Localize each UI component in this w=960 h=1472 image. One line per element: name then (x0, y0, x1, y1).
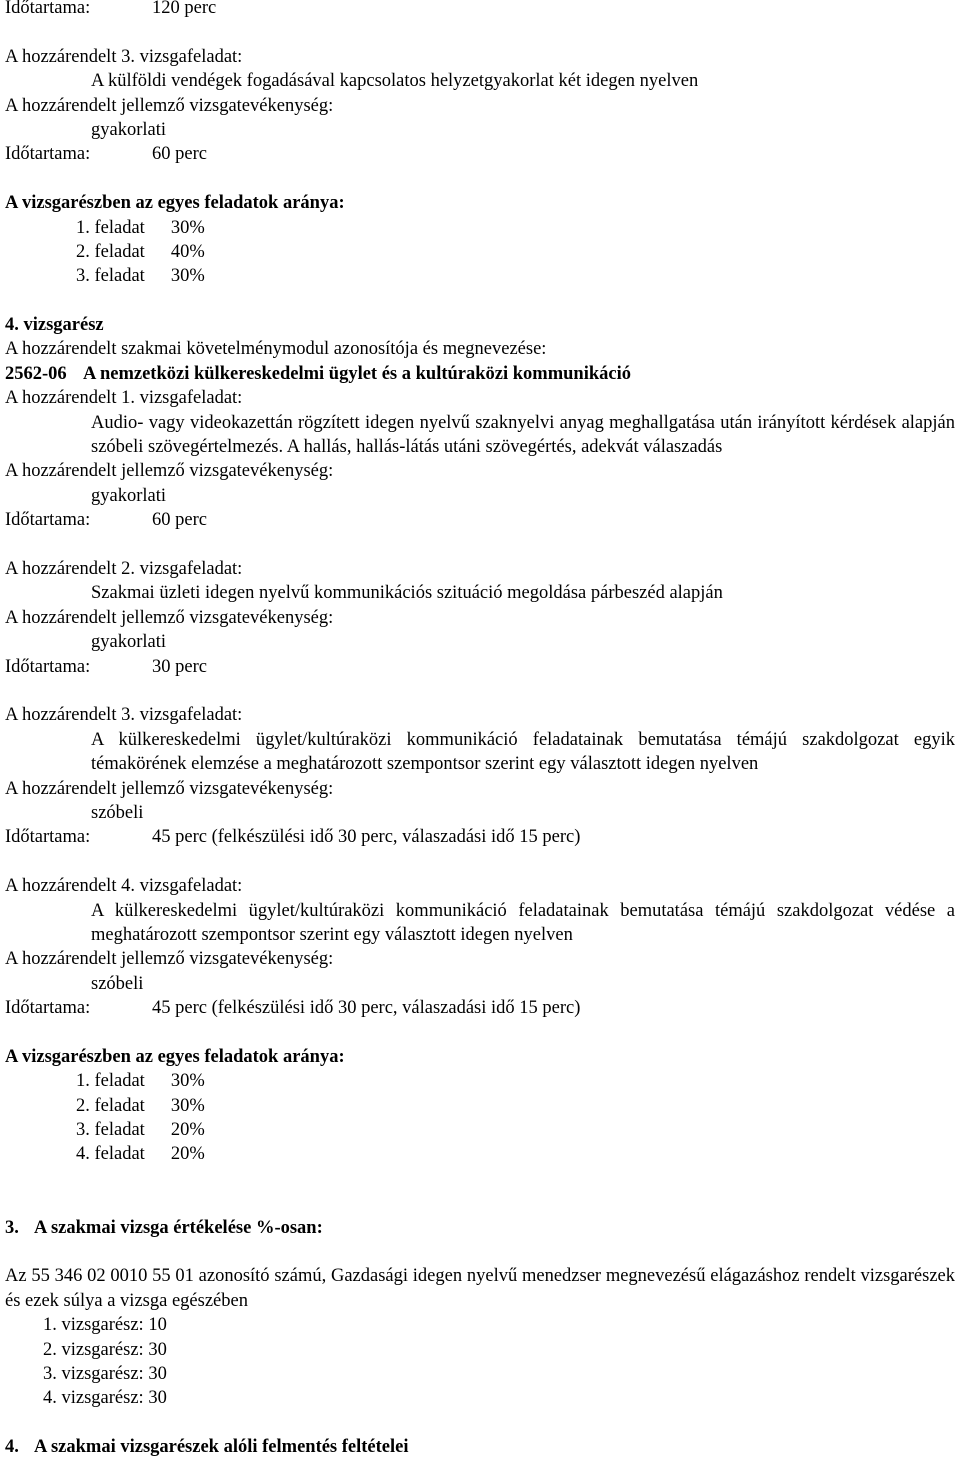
duration-label: Időtartama: (5, 998, 91, 1019)
duration-row (5, 655, 955, 679)
section-heading (5, 1435, 955, 1459)
weight-item: 1. vizsgarész: 10 (43, 1315, 167, 1336)
task-description: Szakmai üzleti idegen nyelvű kommunikációs szituáció megoldása párbeszéd alapján (91, 583, 723, 604)
task-description: A külkereskedelmi ügylet/kultúraközi kommunikáció feladatainak bemutatása témájú szakdolgozat védése a meghatározott szempontsor szerint egy választott idegen nyelven (91, 900, 955, 945)
weight-item: 3. vizsgarész: 30 (43, 1364, 167, 1384)
document-page (5, 0, 955, 1460)
task-description: A külkereskedelmi ügylet/kultúraközi kommunikáció feladatainak bemutatása témájú szakdolgozat egyik témakörének elemzése a meghatározott szempontsor szerint egy választott idegen nyelven (91, 729, 955, 775)
task-label: A hozzárendelt 3. vizsgafeladat: (5, 705, 243, 726)
duration-row (5, 508, 955, 532)
task-label: A hozzárendelt 2. vizsgafeladat: (5, 559, 243, 580)
duration-row (5, 825, 955, 849)
duration-row (5, 996, 955, 1020)
ratio-item: 1. feladat 30% (76, 1071, 205, 1092)
ratio-item: 3. feladat 30% (76, 266, 205, 287)
duration-label: Időtartama: (5, 510, 91, 531)
ratio-item: 1. feladat 30% (76, 217, 205, 238)
duration-label: Időtartama: (5, 144, 91, 165)
activity-value: szóbeli (91, 802, 144, 823)
weight-item: 2. vizsgarész: 30 (43, 1339, 167, 1360)
section-title: A szakmai vizsga értékelése %-osan: (34, 1217, 323, 1238)
duration-row (5, 0, 955, 20)
task-label: A hozzárendelt 4. vizsgafeladat: (5, 876, 243, 897)
ratio-item: 2. feladat 30% (76, 1095, 205, 1116)
activity-label: A hozzárendelt jellemző vizsgatevékenység: (5, 778, 334, 799)
task-label: A hozzárendelt 3. vizsgafeladat: (5, 46, 243, 67)
activity-value: szóbeli (91, 973, 144, 994)
duration-value: 60 perc (152, 144, 207, 165)
section-heading (5, 1216, 955, 1240)
activity-value: gyakorlati (91, 485, 167, 506)
task-description: Audio- vagy videokazettán rögzített idegen nyelvű szaknyelvi anyag meghallgatása után irányított kérdések alapján szóbeli szövegértelmezés. A hallás, hallás-látás utáni szövegértés, adekvát válaszadás (91, 412, 955, 458)
activity-label: A hozzárendelt jellemző vizsgatevékenység: (5, 461, 334, 482)
ratio-heading: A vizsgarészben az egyes feladatok aránya: (5, 193, 345, 214)
duration-value: 45 perc (felkészülési idő 30 perc, válaszadási idő 15 perc) (152, 998, 581, 1019)
module-title (5, 362, 955, 386)
duration-row (5, 142, 955, 166)
duration-value: 45 perc (felkészülési idő 30 perc, válaszadási idő 15 perc) (152, 827, 581, 848)
ratio-item: 4. feladat 20% (76, 1144, 205, 1165)
section-number: 3. (5, 1217, 19, 1238)
weight-item: 4. vizsgarész: 30 (43, 1388, 167, 1409)
module-name: A nemzetközi külkereskedelmi ügylet és a kultúraközi kommunikáció (83, 363, 631, 384)
activity-value: gyakorlati (91, 632, 167, 653)
section-number: 4. (5, 1437, 19, 1458)
duration-value: 60 perc (152, 510, 207, 531)
part-heading: 4. vizsgarész (5, 315, 104, 336)
module-code: 2562-06 (5, 363, 67, 384)
duration-value: 30 perc (152, 656, 207, 677)
ratio-item: 3. feladat 20% (76, 1120, 205, 1141)
task-label: A hozzárendelt 1. vizsgafeladat: (5, 388, 243, 409)
section-title: A szakmai vizsgarészek alóli felmentés feltételei (34, 1437, 409, 1458)
duration-label: Időtartama: (5, 656, 91, 677)
duration-label: Időtartama: (5, 0, 91, 18)
duration-value: 120 perc (152, 0, 217, 18)
activity-label: A hozzárendelt jellemző vizsgatevékenység: (5, 949, 334, 970)
duration-label: Időtartama: (5, 827, 91, 848)
ratio-item: 2. feladat 40% (76, 241, 205, 262)
ratio-heading: A vizsgarészben az egyes feladatok aránya: (5, 1046, 345, 1067)
section-paragraph: Az 55 346 02 0010 55 01 azonosító számú, Gazdasági idegen nyelvű menedzser megnevezésű elágazáshoz rendelt vizsgarészek és ezek súlya a vizsga egészében (5, 1266, 955, 1311)
task-description: A külföldi vendégek fogadásával kapcsolatos helyzetgyakorlat két idegen nyelven (91, 71, 699, 92)
activity-label: A hozzárendelt jellemző vizsgatevékenység: (5, 607, 334, 628)
activity-label: A hozzárendelt jellemző vizsgatevékenység: (5, 95, 334, 116)
activity-value: gyakorlati (91, 119, 167, 140)
module-label: A hozzárendelt szakmai követelménymodul azonosítója és megnevezése: (5, 339, 547, 360)
